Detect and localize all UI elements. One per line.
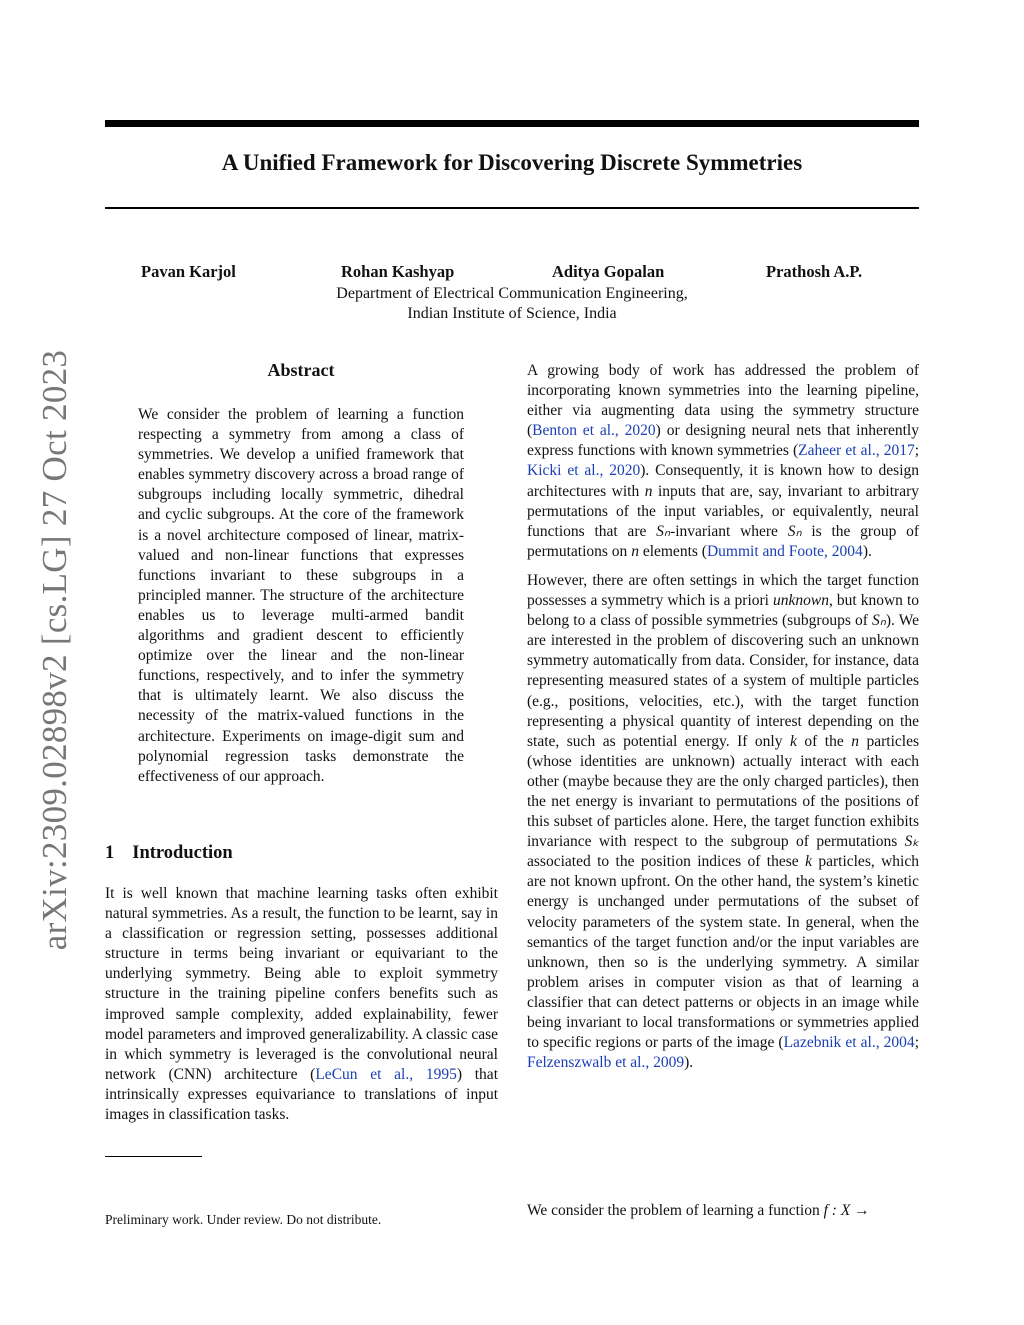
math-symbol: f : X →	[823, 1202, 870, 1219]
text-run: , but known to belong to a class of possible symmetries (subgroups of	[527, 592, 919, 630]
citation-link[interactable]: Dummit and Foote, 2004	[706, 542, 863, 560]
citation-link[interactable]: LeCun et al., 1995	[315, 1065, 457, 1083]
text-run: However, there are often settings in which the target function possesses a symmetry which is a priori	[527, 571, 919, 610]
intro-right-column	[527, 361, 919, 1082]
text-run: It is well known that machine learning tasks often exhibit natural symmetries. As a result, the function to be learnt, say in a classification or regression setting, possesses additional structure in terms being invariant or equivariant to the underlying symmetry. Being able to exploit symmetry structure in the training pipeline confers benefits such as improved sample complexity, added explainability, fewer model parameters and improved generalizability. A classic case in which symmetry is leveraged is the convolutional neural network (CNN) architecture (	[105, 885, 498, 1083]
math-symbol: Sₙ	[787, 522, 802, 540]
citation-link[interactable]: Benton et al., 2020	[532, 422, 656, 440]
text-run: ) or designing neural nets that inherently express functions with known symmetries (	[527, 422, 919, 460]
intro-paragraph	[105, 884, 498, 1125]
affiliation-line: Indian Institute of Science, India	[407, 305, 617, 322]
text-run: elements (	[638, 542, 707, 560]
math-symbol: n	[644, 482, 653, 500]
math-symbol: k	[789, 732, 797, 750]
text-run: is the group of permutations on	[527, 522, 919, 560]
author-name: Pavan Karjol	[141, 262, 236, 281]
text-run: ).	[684, 1054, 694, 1072]
text-run: ). We are interested in the problem of discovering such an unknown symmetry automatically from data. Consider, for instance, data representing measured states of a system of multiple particles (e.g., positions, velocities, etc.), with the target function representing a physical quantity of interest depending on the state, such as potential energy. If only	[527, 612, 919, 750]
citation-link[interactable]: Felzenszwalb et al., 2009	[527, 1054, 685, 1072]
paper-title: A Unified Framework for Discovering Discrete Symmetries	[221, 150, 803, 175]
author-name: Rohan Kashyap	[341, 262, 455, 281]
citation-link[interactable]: Lazebnik et al., 2004	[783, 1034, 915, 1052]
text-run: We consider the problem of learning a function	[527, 1202, 824, 1219]
intro-paragraph-start	[527, 1202, 870, 1220]
author-name: Prathosh A.P.	[766, 262, 863, 281]
footnote: Preliminary work. Under review. Do not distribute.	[105, 1212, 382, 1227]
math-symbol: n	[631, 542, 639, 560]
footnote-rule	[105, 1156, 202, 1157]
text-run: ).	[862, 542, 872, 560]
math-symbol: n	[851, 732, 859, 750]
title-top-rule	[105, 120, 919, 127]
intro-paragraph	[527, 571, 919, 1073]
emphasis: unknown	[773, 592, 829, 610]
text-run: ). Consequently, it is known how to design architectures with	[527, 462, 920, 500]
text-run: associated to the position indices of these	[527, 853, 806, 871]
citation-link[interactable]: Zaheer et al., 2017	[798, 442, 915, 460]
arxiv-stamp: arXiv:2309.02898v2 [cs.LG] 27 Oct 2023	[35, 349, 74, 951]
math-symbol: Sₙ	[871, 612, 886, 630]
citation-link[interactable]: Kicki et al., 2020	[527, 462, 641, 480]
text-run: ;	[914, 1034, 919, 1052]
math-symbol: Sₙ	[656, 522, 671, 540]
section-number: 1	[105, 843, 115, 863]
math-symbol: k	[805, 853, 812, 871]
abstract-text: We consider the problem of learning a function respecting a symmetry from among a class of symmetries. We develop a unified framework that enables symmetry discovery across a broad range of subgroups including locally symmetric, dihedral and cyclic subgroups. At the core of the framework is a novel architecture composed of linear, matrix-valued and non-linear functions that expresses functions invariant to these subgroups in a principled manner. The structure of the architecture enables us to leverage multi-armed bandit algorithms and gradient descent to efficiently optimize over the linear and the non-linear functions, respectively, and to infer the symmetry that is ultimately learnt. We also discuss the necessity of the matrix-valued functions in the architecture. Experiments on image-digit sum and polynomial regression tasks demonstrate the effectiveness of our approach.	[138, 406, 464, 785]
text-run: A growing body of work has addressed the problem of incorporating known symmetries into the learning pipeline, either via augmenting data using the symmetry structure (	[527, 362, 919, 440]
text-run: ;	[914, 442, 919, 460]
section-title: Introduction	[132, 843, 233, 863]
author-name: Aditya Gopalan	[552, 262, 665, 281]
text-run: particles, which are not known upfront. On the other hand, the system’s kinetic energy is unchanged under permutations of the subset of velocity parameters of the system state. In general, when the semantics of the target function and/or the input variables are unknown, then so is the underlying symmetry. A similar problem arises in computer vision as that of learning a classifier that can detect patterns or objects in an image while being invariant to local transformations or symmetries applied to specific regions or parts of the image (	[527, 853, 919, 1052]
text-run: ) that intrinsically expresses equivariance to translations of input images in classification tasks.	[105, 1065, 498, 1124]
section-heading	[105, 843, 233, 864]
intro-paragraph	[527, 361, 919, 562]
math-symbol: Sₖ	[904, 833, 919, 851]
abstract-heading: Abstract	[267, 360, 335, 380]
affiliation-line: Department of Electrical Communication Engineering,	[336, 285, 688, 302]
text-run: of the	[796, 732, 852, 750]
title-bottom-rule	[105, 207, 919, 209]
text-run: particles (whose identities are unknown) actually interact with each other (maybe because they are the only charged particles), then the net energy is invariant to permutations of the positions of this subset of particles alone. Here, the target function exhibits invariance with respect to the subgroup of permutations	[527, 732, 919, 851]
text-run: -invariant where	[670, 522, 788, 540]
text-run: inputs that are, say, invariant to arbitrary permutations of the input variables, or equivalently, neural functions that are	[527, 482, 920, 540]
intro-left-column	[105, 884, 498, 1125]
